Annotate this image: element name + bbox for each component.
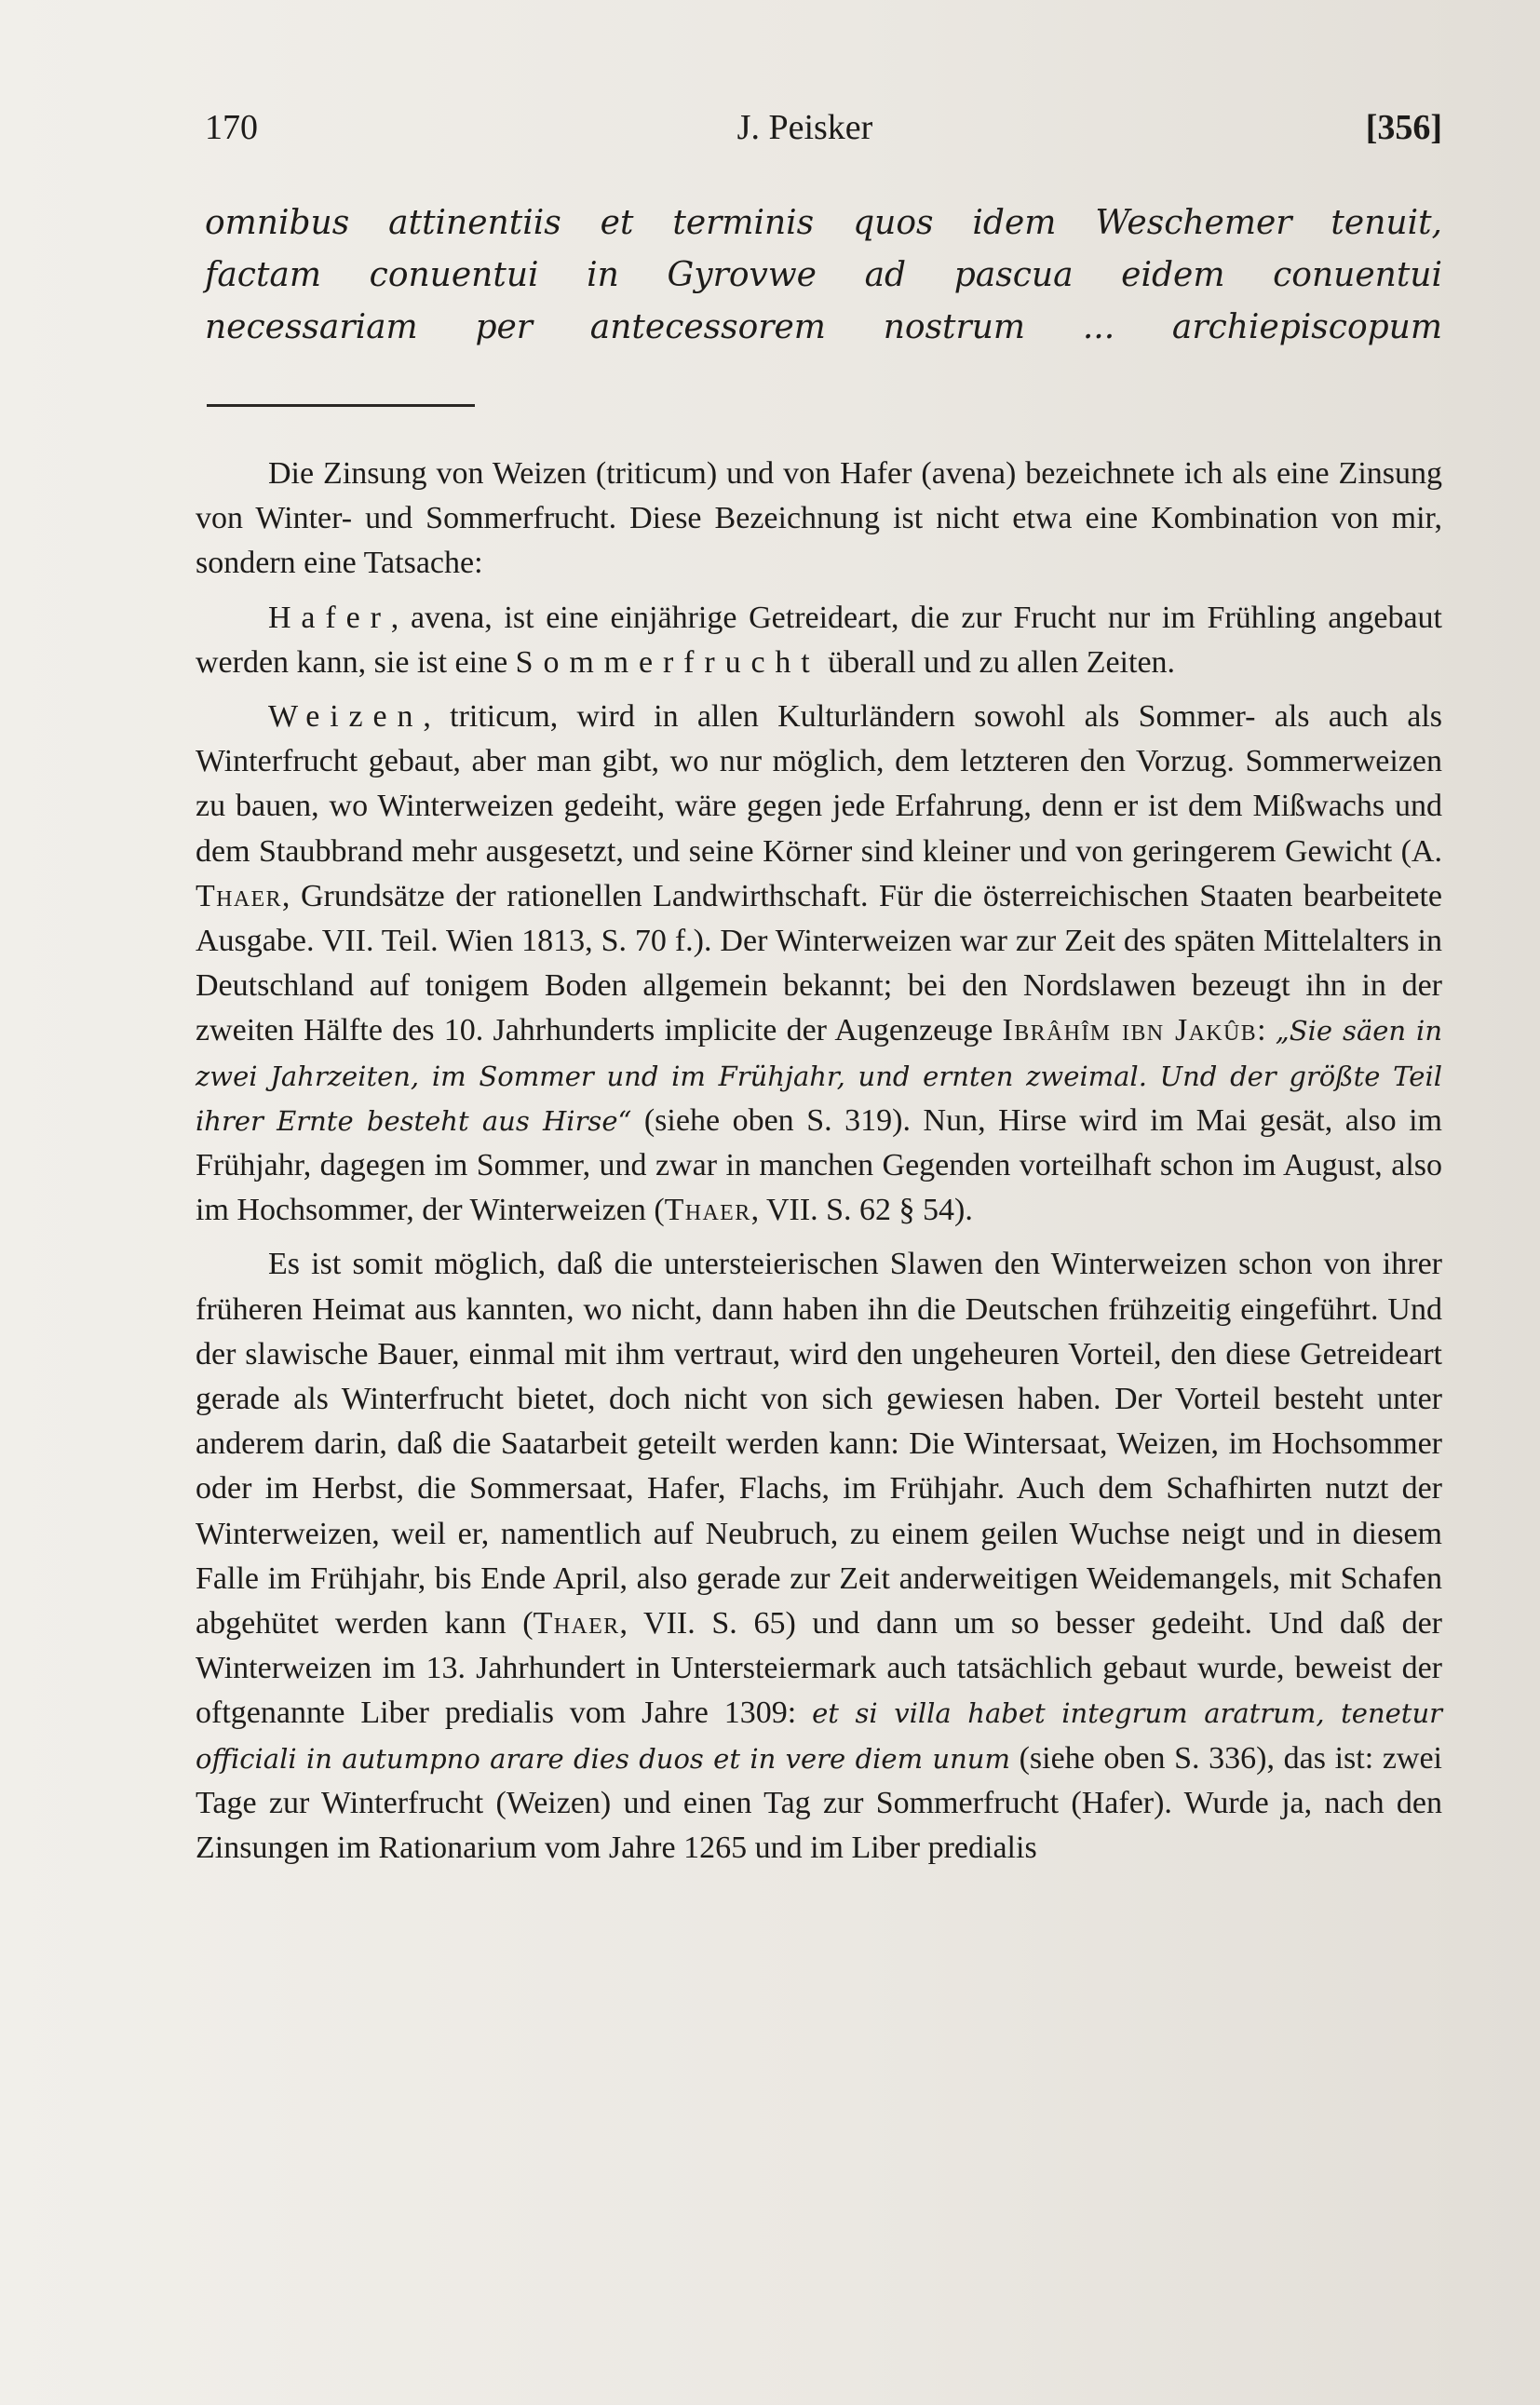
paragraph-text: , triticum, wird in allen Kulturländern sowohl als Sommer- als auch als Winterfrucht gebaut, aber man gibt, wo nur möglich, dem letzteren den Vorzug. Sommerweizen zu bauen, wo Winterweizen gedeiht, wäre gegen jede Erfahrung, denn er ist dem Mißwachs und dem Staubbrand mehr ausgesetzt, und seine Körner sind kleiner und von geringerem Gewicht (A. bbox=[196, 699, 1442, 869]
paragraph-text: überall und zu allen Zeiten. bbox=[819, 644, 1176, 680]
paragraph bbox=[196, 452, 1442, 587]
italic-quotation: „Sie säen in zwei Jahrzeiten, im Sommer und im Frühjahr, und ernten zweimal. Und der größte Teil ihrer Ernte besteht aus Hirse“ bbox=[196, 1015, 1442, 1137]
original-page-reference: [356] bbox=[1365, 108, 1442, 147]
spaced-term: Weizen bbox=[268, 699, 424, 735]
cited-author: Ibrâhîm ibn Jakûb bbox=[1002, 1013, 1258, 1048]
paragraph-text: : bbox=[1257, 1013, 1276, 1048]
latin-quotation bbox=[205, 197, 1442, 354]
page-number: 170 bbox=[205, 108, 258, 147]
running-header bbox=[205, 107, 1442, 163]
spaced-term: Hafer bbox=[268, 600, 391, 635]
paragraph-text: Es ist somit möglich, daß die untersteierischen Slawen den Winterweizen schon von ihrer früheren Heimat aus kannten, wo nicht, dann haben ihn die Deutschen frühzeitig eingeführt. Und der slawische Bauer, einmal mit ihm vertraut, wird den ungeheuren Vorteil, den diese Getreideart gerade als Winterfrucht bietet, doch nicht von sich gewiesen haben. Der Vorteil besteht unter anderem darin, daß die Saatarbeit geteilt werden kann: Die Wintersaat, Weizen, im Hochsommer oder im Herbst, die Sommersaat, Hafer, Flachs, im Frühjahr. Auch dem Schafhirten nutzt der Winterweizen, weil er, namentlich auf Neubruch, zu einem geilen Wuchse neigt und in diesem Falle im Frühjahr, bis Ende April, also gerade zur Zeit anderweitigen Weidemangels, mit Schafen abgehütet werden kann ( bbox=[196, 1247, 1442, 1642]
paragraph-text: (siehe oben S. 319). Nun, Hirse wird im Mai gesät, also im Frühjahr, dagegen im Sommer, und zwar in manchen Gegenden vorteilhaft schon im August, also im Hochsommer, der Winterweizen ( bbox=[196, 1102, 1442, 1228]
paragraph-text: , Grundsätze der rationellen Landwirthschaft. Für die österreichischen Staaten bearbeitete Ausgabe. VII. Teil. Wien 1813, S. 70 f.). Der Winterweizen war zur Zeit des späten Mittelalters in Deutschland auf tonigem Boden allgemein bekannt; bei den Nordslawen bezeugt ihn in der zweiten Hälfte des 10. Jahrhunderts implicite der Augenzeuge bbox=[196, 878, 1442, 1048]
latin-citation: et si villa habet integrum aratrum, tenetur officiali in autumpno arare dies duos et in vere diem unum bbox=[196, 1697, 1442, 1775]
latin-line: omnibus attinentiis et terminis quos idem Weschemer tenuit, bbox=[205, 204, 1442, 242]
running-author: J. Peisker bbox=[736, 108, 873, 147]
paragraph-text: , avena, ist eine einjährige Getreideart, die zur Frucht nur im Frühling angebaut werden kann, sie ist eine bbox=[196, 600, 1442, 680]
latin-line: factam conuentui in Gyrovwe ad pascua eidem conuentui bbox=[205, 256, 1442, 294]
paragraph-text: (siehe oben S. 336), das ist: zwei Tage zur Winterfrucht (Weizen) und einen Tag zur Sommerfrucht (Hafer). Wurde ja, nach den Zinsungen im Rationarium vom Jahre 1265 und im Liber predialis bbox=[196, 1740, 1442, 1866]
footnote-divider bbox=[207, 404, 475, 407]
paragraph-text: , VII. S. 65) und dann um so besser gedeiht. Und daß der Winterweizen im 13. Jahrhundert in Untersteiermark auch tatsächlich gebaut wurde, beweist der oftgenannte Liber predialis vom Jahre 1309: bbox=[196, 1606, 1442, 1731]
paragraph bbox=[196, 1242, 1442, 1871]
paragraph bbox=[196, 695, 1442, 1233]
spaced-term: Sommerfrucht bbox=[515, 644, 820, 680]
cited-author: Thaer bbox=[664, 1193, 751, 1228]
body-text bbox=[196, 452, 1442, 1871]
paragraph-text: Die Zinsung von Weizen (triticum) und von Hafer (avena) bezeichnete ich als eine Zinsung von Winter- und Sommerfrucht. Diese Bezeichnung ist nicht etwa eine Kombination von mir, sondern eine Tatsache: bbox=[196, 456, 1442, 581]
paragraph-text: , VII. S. 62 § 54). bbox=[750, 1193, 973, 1228]
latin-line: necessariam per antecessorem nostrum ... archiepiscopum bbox=[205, 308, 1442, 346]
cited-author: Thaer bbox=[196, 878, 282, 913]
paragraph bbox=[196, 596, 1442, 685]
cited-author: Thaer bbox=[533, 1606, 620, 1642]
